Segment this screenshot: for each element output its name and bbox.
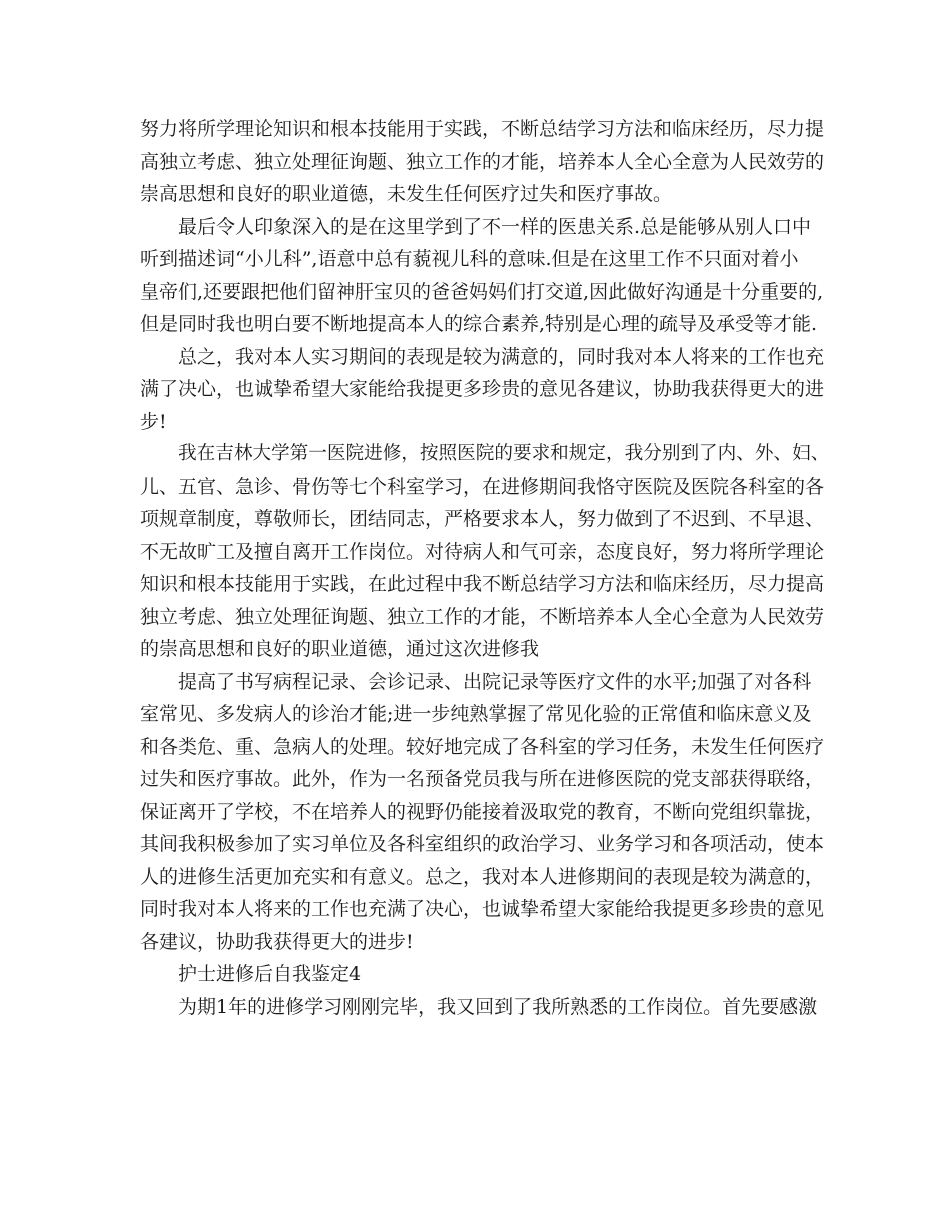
text-line: 但是同时我也明白要不断地提高本人的综合素养,特别是心理的疏导及承受等才能.	[140, 313, 818, 335]
document-body	[140, 113, 830, 1023]
text-line: 步!	[140, 410, 167, 433]
text-line: 我在吉林大学第一医院进修，按照医院的要求和规定，我分别到了内、外、妇、	[178, 443, 830, 464]
text-line: 努力将所学理论知识和根本技能用于实践，不断总结学习方法和临床经历，尽力提	[140, 118, 825, 140]
text-line: 满了决心，也诚挚希望大家能给我提更多珍贵的意见各建议，协助我获得更大的进	[140, 378, 825, 400]
text-line: 不无故旷工及擅自离开工作岗位。对待病人和气可亲，态度良好，努力将所学理论	[140, 540, 825, 563]
text-line: 保证离开了学校，不在培养人的视野仍能接着汲取党的教育，不断向党组织靠拢，	[140, 800, 825, 823]
text-line: 高独立考虑、独立处理征询题、独立工作的才能，培养本人全心全意为人民效劳的	[140, 150, 825, 173]
text-line: 室常见、多发病人的诊治才能;进一步纯熟掌握了常见化验的正常值和临床意义及	[140, 703, 812, 725]
text-line: 同时我对本人将来的工作也充满了决心，也诚挚希望大家能给我提更多珍贵的意见	[140, 898, 825, 920]
text-line: 项规章制度，尊敬师长，团结同志，严格要求本人，努力做到了不迟到、不早退、	[140, 508, 825, 530]
text-line: 各建议，协助我获得更大的进步!	[140, 930, 414, 953]
text-line: 过失和医疗事故。此外，作为一名预备党员我与所在进修医院的党支部获得联络，	[140, 768, 825, 790]
text-line: 护士进修后自我鉴定4	[178, 963, 362, 985]
text-line: 的崇高思想和良好的职业道德，通过这次进修我	[140, 638, 540, 660]
text-line: 为期1年的进修学习刚刚完毕，我又回到了我所熟悉的工作岗位。首先要感激	[178, 995, 818, 1018]
text-line: 独立考虑、独立处理征询题、独立工作的才能，不断培养本人全心全意为人民效劳	[140, 605, 825, 628]
text-line: 听到描述词“小儿科”,语意中总有藐视儿科的意味.但是在这里工作不只面对着小	[140, 248, 799, 270]
text-line: 提高了书写病程记录、会诊记录、出院记录等医疗文件的水平;加强了对各科	[178, 670, 812, 693]
text-line: 皇帝们,还要跟把他们留神肝宝贝的爸爸妈妈们打交道,因此做好沟通是十分重要的,	[140, 280, 824, 303]
text-line: 崇高思想和良好的职业道德，未发生任何医疗过失和医疗事故。	[140, 183, 673, 205]
text-line: 人的进修生活更加充实和有意义。总之，我对本人进修期间的表现是较为满意的，	[140, 865, 825, 888]
text-line: 儿、五官、急诊、骨伤等七个科室学习，在进修期间我恪守医院及医院各科室的各	[140, 475, 825, 498]
text-line: 总之，我对本人实习期间的表现是较为满意的，同时我对本人将来的工作也充	[178, 345, 825, 368]
text-line: 其间我积极参加了实习单位及各科室组织的政治学习、业务学习和各项活动，使本	[140, 833, 825, 855]
text-line: 最后令人印象深入的是在这里学到了不一样的医患关系.总是能够从别人口中	[178, 215, 812, 238]
text-line: 知识和根本技能用于实践，在此过程中我不断总结学习方法和临床经历，尽力提高	[140, 573, 825, 595]
text-line: 和各类危、重、急病人的处理。较好地完成了各科室的学习任务，未发生任何医疗	[140, 735, 825, 758]
